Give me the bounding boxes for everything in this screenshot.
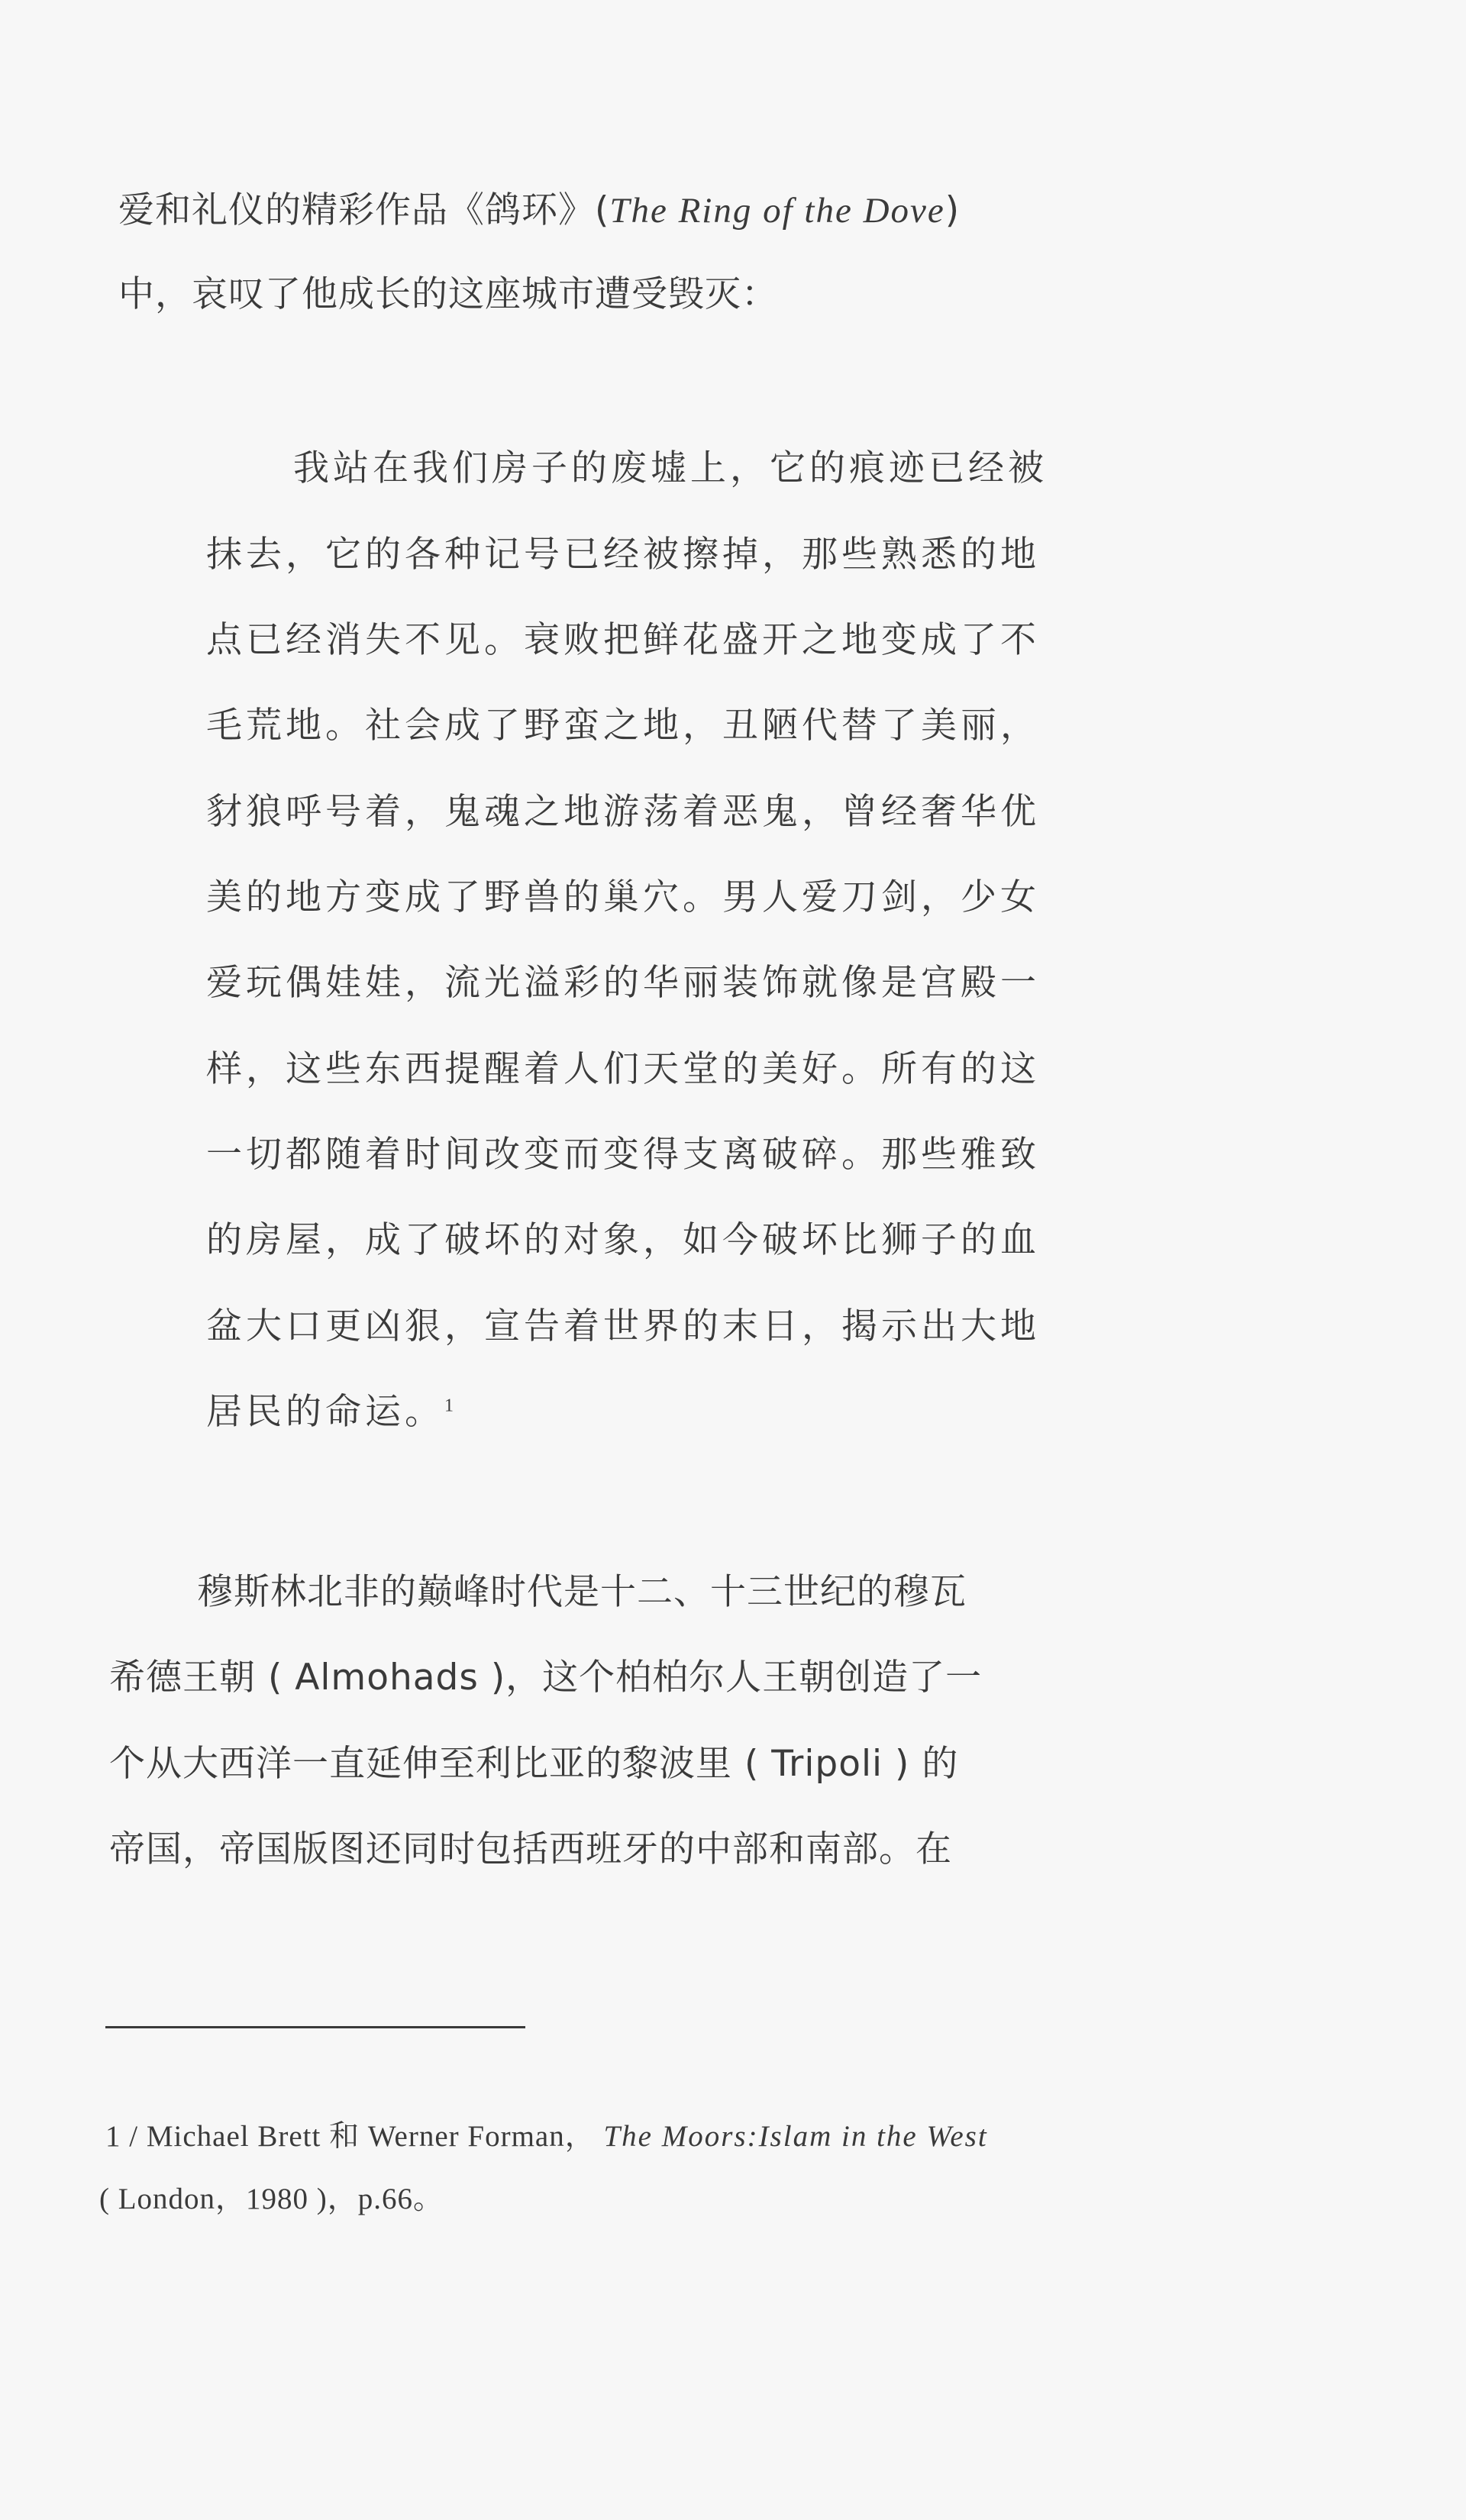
intro-line-1 — [118, 189, 961, 231]
paragraph-line: 希德王朝 ( Almohads )，这个柏柏尔人王朝创造了一 — [109, 1657, 983, 1699]
footnote-author-1: Michael Brett — [146, 2120, 321, 2153]
quote-line: 毛荒地。社会成了野蛮之地，丑陋代替了美丽， — [206, 705, 1040, 747]
footnote-number: 1 — [105, 2120, 121, 2153]
quote-line: 一切都随着时间改变而变得支离破碎。那些雅致 — [206, 1134, 1040, 1176]
quote-line: 盆大口更凶狠，宣告着世界的末日，揭示出大地 — [206, 1305, 1040, 1347]
book-title-ring-of-the-dove: The Ring of the Dove — [609, 191, 945, 231]
quote-line: 的房屋，成了破坏的对象，如今破坏比狮子的血 — [206, 1219, 1040, 1261]
paragraph-line: 帝国，帝国版图还同时包括西班牙的中部和南部。在 — [109, 1828, 952, 1870]
intro-line-1-close: ) — [945, 189, 961, 231]
footnote-divider — [105, 2026, 525, 2028]
intro-line-2: 中，哀叹了他成长的这座城市遭受毁灭： — [118, 273, 778, 315]
quote-last-line — [206, 1391, 454, 1433]
quote-line: 美的地方变成了野兽的巢穴。男人爱刀剑，少女 — [206, 876, 1040, 918]
footnote-book-title: The Moors:Islam in the West — [603, 2120, 988, 2153]
quote-line: 爱玩偶娃娃，流光溢彩的华丽装饰就像是宫殿一 — [206, 962, 1040, 1004]
paragraph-line: 穆斯林北非的巅峰时代是十二、十三世纪的穆瓦 — [197, 1571, 967, 1613]
footnote-line-1 — [105, 2119, 988, 2154]
quote-line: 样，这些东西提醒着人们天堂的美好。所有的这 — [206, 1048, 1040, 1090]
footnote-author-2: Werner Forman， — [367, 2120, 596, 2153]
quote-line: 我站在我们房子的废墟上，它的痕迹已经被 — [293, 447, 1048, 489]
quote-last-line-text: 居民的命运。 — [206, 1391, 444, 1433]
footnote-reference: 1 — [444, 1396, 454, 1416]
quote-line: 点已经消失不见。衰败把鲜花盛开之地变成了不 — [206, 619, 1040, 661]
quote-line: 豺狼呼号着，鬼魂之地游荡着恶鬼，曾经奢华优 — [206, 791, 1040, 833]
paragraph-line: 个从大西洋一直延伸至利比亚的黎波里 ( Tripoli ) 的 — [109, 1743, 959, 1785]
footnote-and: 和 — [329, 2119, 360, 2154]
footnote-line-2: ( London，1980 )，p.66。 — [99, 2183, 444, 2215]
intro-line-1-text: 爱和礼仪的精彩作品《鸽环》( — [118, 189, 610, 231]
quote-line: 抹去，它的各种记号已经被擦掉，那些熟悉的地 — [206, 534, 1040, 576]
footnote-separator: / — [129, 2120, 139, 2153]
